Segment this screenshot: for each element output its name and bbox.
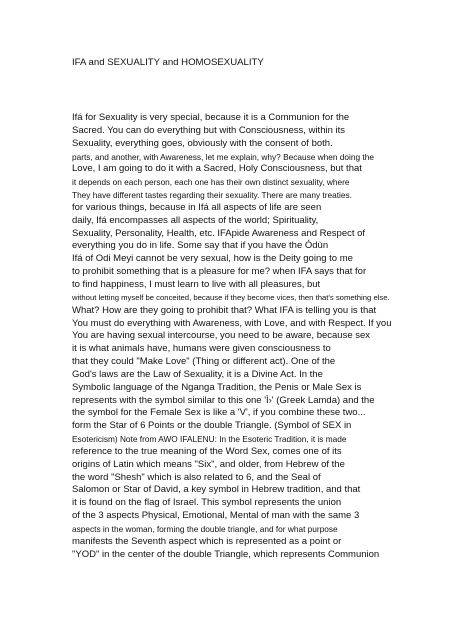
body-line: daily, Ifá encompasses all aspects of the world; Spirituality, [72,214,319,226]
body-line: aspects in the woman, forming the double triangle, and for what purpose [72,524,338,534]
body-line: origins of Latin which means "Six", and older, from Hebrew of the [72,458,345,470]
body-line: it is what animals have, humans were given consciousness to [72,343,331,355]
body-line: Symbolic language of the Nganga Tradition, the Penis or Male Sex is [72,381,362,393]
body-line: Salomon or Star of David, a key symbol in Hebrew tradition, and that [72,484,361,496]
body-line: everything you do in life. Some say that if you have the Ódùn [72,240,329,252]
body-line: Ifá of Odi Meyi cannot be very sexual, how is the Deity going to me [72,253,353,265]
body-line: Ifá for Sexuality is very special, because it is a Communion for the [72,112,350,123]
body-line: to prohibit something that is a pleasure for me? when IFA says that for [72,266,367,278]
body-line: form the Star of 6 Points or the double Triangle. (Symbol of SEX in [72,420,352,432]
body-line: without letting myself be conceited, because if they become vices, then that's something else. [72,292,390,302]
body-line: You are having sexual intercourse, you need to be aware, because sex [72,330,371,342]
body-line: "YOD" in the center of the double Triangle, which represents Communion [72,548,380,560]
body-line: it depends on each person, each one has their own distinct sexuality, where [72,177,350,188]
body-line: for various things, because in Ifá all aspects of life are seen [72,201,322,213]
body-line: it is found on the flag of Israel. This symbol represents the union [72,497,342,509]
body-line: Esotericism) Note from AWO IFALENU: In the Esoteric Tradition, it is made [72,434,347,445]
body-line: Love, I am going to do it with a Sacred, Holy Consciousness, but that [72,163,362,175]
body-line: Sacred. You can do everything but with Consciousness, within its [72,124,346,136]
body-line: Sexuality, everything goes, obviously with the consent of both. [72,137,333,149]
body-line: God's laws are the Law of Sexuality, it is a Divine Act. In the [72,368,323,380]
document-title: IFA and SEXUALITY and HOMOSEXUALITY [72,57,264,68]
body-line: the symbol for the Female Sex is like a 'V', if you combine these two... [72,407,366,419]
body-line: to find happiness, I must learn to live with all pleasures, but [72,278,321,290]
body-line: represents with the symbol similar to this one 'Ì›' (Greek Lamda) and the [72,394,375,406]
body-line: Sexuality, Personality, Health, etc. IFApide Awareness and Respect of [72,227,366,239]
body-line: You must do everything with Awareness, with Love, and with Respect. If you [72,317,392,329]
body-line: parts, and another, with Awareness, let me explain, why? Because when doing the [72,151,374,162]
body-line: They have different tastes regarding their sexuality. There are many treaties. [72,190,352,201]
body-line: manifests the Seventh aspect which is represented as a point or [72,535,342,547]
body-line: of the 3 aspects Physical, Emotional, Mental of man with the same 3 [72,510,360,522]
body-line: that they could "Make Love" (Thing or different act). One of the [72,356,336,368]
body-line: the word "Shesh" which is also related to 6, and the Seal of [72,471,321,483]
document-body [72,112,417,562]
body-line: reference to the true meaning of the Word Sex, comes one of its [72,445,342,457]
body-line: What? How are they going to prohibit that? What IFA is telling you is that [72,304,377,316]
